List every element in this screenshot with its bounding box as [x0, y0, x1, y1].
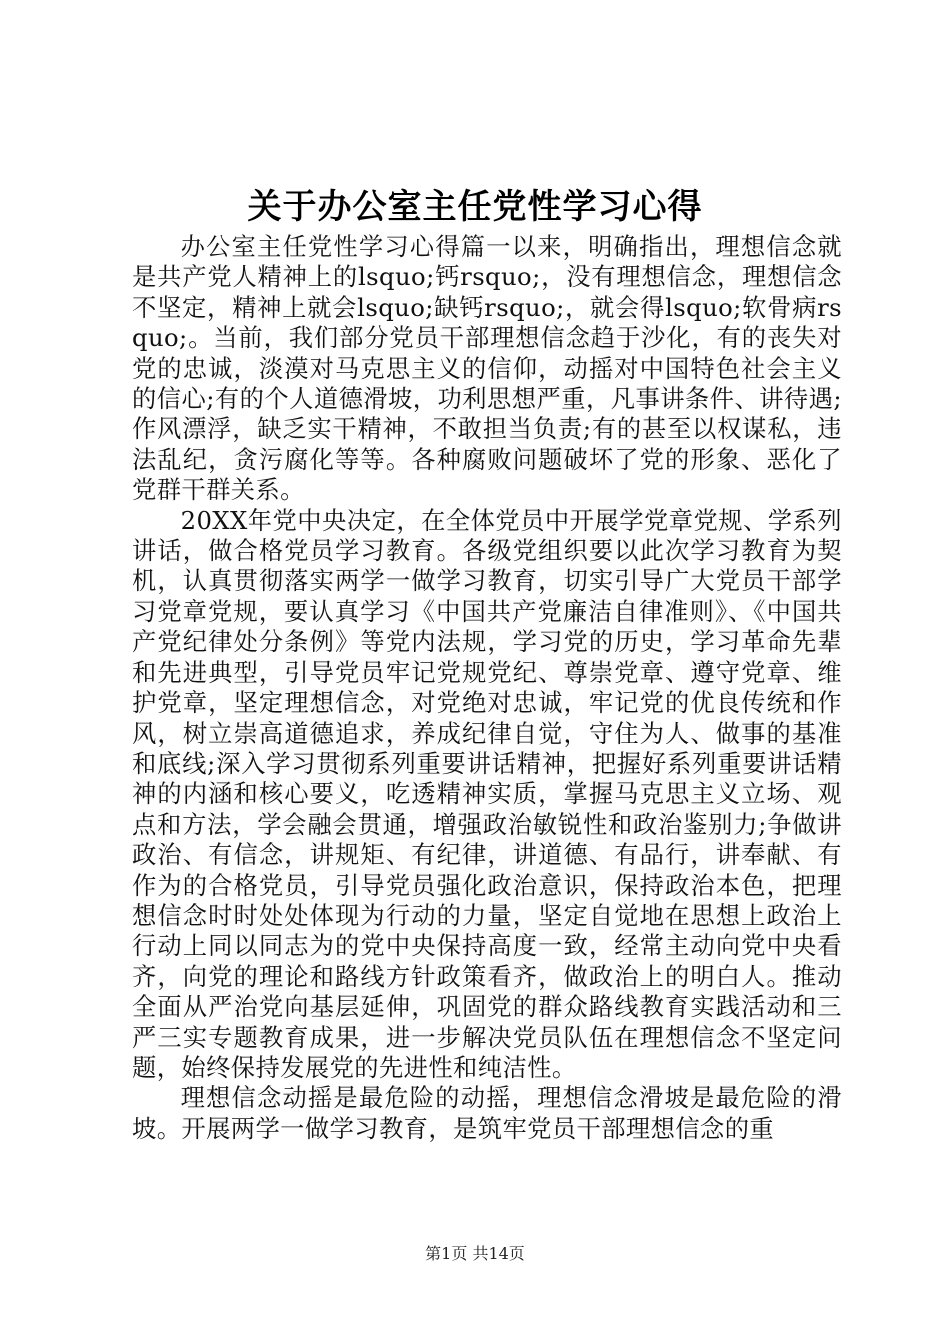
paragraph: 20XX年党中央决定，在全体党员中开展学党章党规、学系列讲话，做合格党员学习教育。各级党组织要以此次学习教育为契机，认真贯彻落实两学一做学习教育，切实引导广大党员干部学习党章党规，要认真学习《中国共产党廉洁自律准则》、《中国共产党纪律处分条例》等党内法规，学习党的历史，学习革命先辈和先进典型，引导党员牢记党规党纪、尊崇党章、遵守党章、维护党章，坚定理想信念，对党绝对忠诚，牢记党的优良传统和作风，树立崇高道德追求，养成纪律自觉，守住为人、做事的基准和底线;深入学习贯彻系列重要讲话精神，把握好系列重要讲话精神的内涵和核心要义，吃透精神实质，掌握马克思主义立场、观点和方法，学会融会贯通，增强政治敏锐性和政治鉴别力;争做讲政治、有信念，讲规矩、有纪律，讲道德、有品行，讲奉献、有作为的合格党员，引导党员强化政治意识，保持政治本色，把理想信念时时处处体现为行动的力量，坚定自觉地在思想上政治上行动上同以同志为的党中央保持高度一致，经常主动向党中央看齐，向党的理论和路线方针政策看齐，做政治上的明白人。推动全面从严治党向基层延伸，巩固党的群众路线教育实践活动和三严三实专题教育成果，进一步解决党员队伍在理想信念不坚定问题，始终保持发展党的先进性和纯洁性。: [132, 505, 842, 1082]
document-body: [132, 232, 842, 1144]
page-footer: 第1页 共14页: [425, 1244, 525, 1263]
paragraph: 理想信念动摇是最危险的动摇，理想信念滑坡是最危险的滑坡。开展两学一做学习教育，是筑牢党员干部理想信念的重: [132, 1083, 842, 1143]
document-title: 关于办公室主任党性学习心得: [247, 187, 703, 227]
paragraph: 办公室主任党性学习心得篇一以来，明确指出，理想信念就是共产党人精神上的lsquo;钙rsquo;，没有理想信念，理想信念不坚定，精神上就会lsquo;缺钙rsquo;，就会得lsquo;软骨病rsquo;。当前，我们部分党员干部理想信念趋于沙化，有的丧失对党的忠诚，淡漠对马克思主义的信仰，动摇对中国特色社会主义的信心;有的个人道德滑坡，功利思想严重，凡事讲条件、讲待遇;作风漂浮，缺乏实干精神，不敢担当负责;有的甚至以权谋私，违法乱纪，贪污腐化等等。各种腐败问题破坏了党的形象、恶化了党群干群关系。: [132, 232, 842, 505]
